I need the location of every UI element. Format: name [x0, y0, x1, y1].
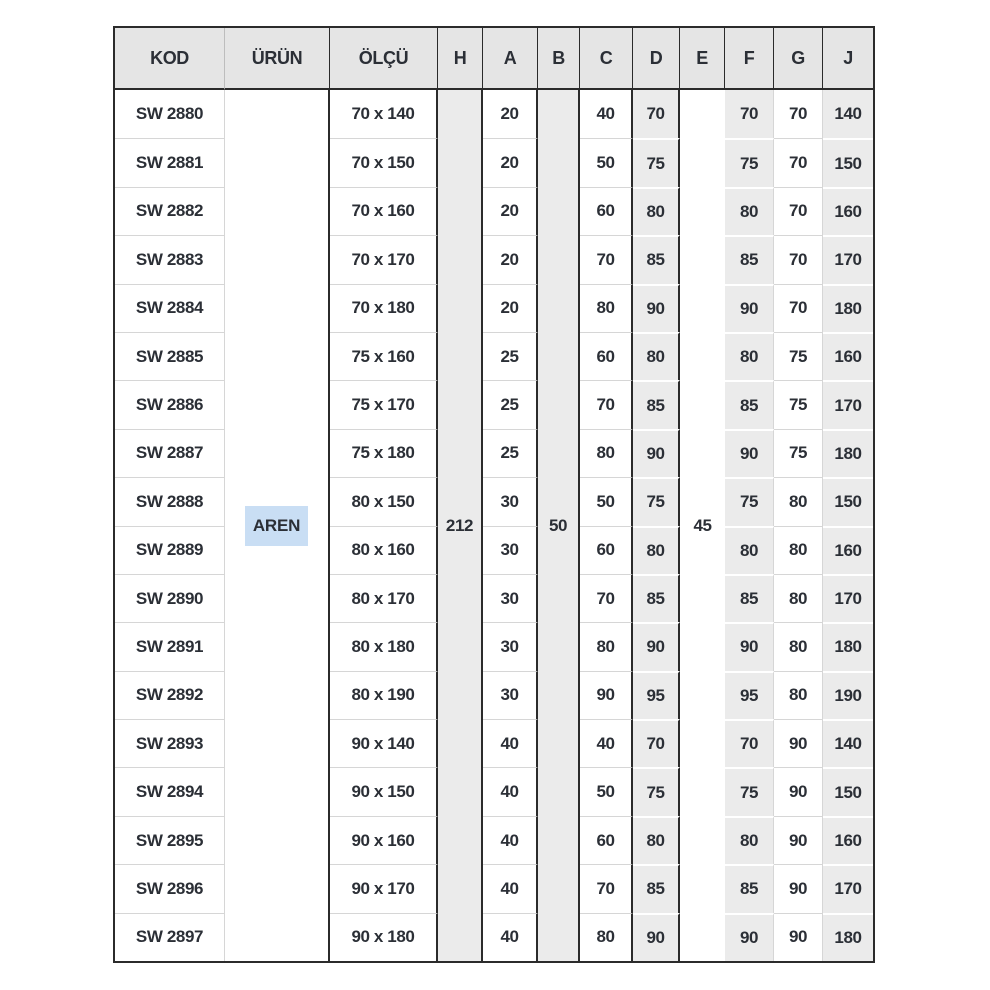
- cell-g: 90: [774, 719, 823, 767]
- cell-olcu: 70 x 150: [330, 138, 438, 186]
- cell-olcu: 90 x 180: [330, 913, 438, 961]
- cell-olcu: 70 x 160: [330, 187, 438, 235]
- cell-kod: SW 2881: [115, 138, 225, 186]
- merged-cell-b: 50: [538, 90, 580, 961]
- cell-d: 95: [633, 671, 680, 719]
- cell-c: 80: [580, 429, 633, 477]
- product-spec-table: [113, 26, 875, 963]
- cell-olcu: 75 x 170: [330, 380, 438, 428]
- cell-g: 90: [774, 864, 823, 912]
- cell-d: 75: [633, 767, 680, 815]
- cell-a: 30: [483, 622, 538, 670]
- cell-j: 160: [823, 526, 873, 574]
- cell-kod: SW 2887: [115, 429, 225, 477]
- cell-d: 70: [633, 90, 680, 138]
- aren-highlight: AREN: [245, 506, 308, 546]
- cell-g: 70: [774, 284, 823, 332]
- cell-a: 25: [483, 380, 538, 428]
- cell-g: 80: [774, 574, 823, 622]
- cell-g: 80: [774, 622, 823, 670]
- cell-j: 180: [823, 429, 873, 477]
- cell-a: 40: [483, 719, 538, 767]
- cell-c: 70: [580, 380, 633, 428]
- cell-g: 75: [774, 332, 823, 380]
- cell-f: 70: [725, 90, 774, 138]
- cell-j: 170: [823, 574, 873, 622]
- cell-j: 150: [823, 477, 873, 525]
- cell-j: 160: [823, 332, 873, 380]
- header-a: A: [483, 28, 538, 90]
- header-kod: KOD: [115, 28, 225, 90]
- cell-d: 70: [633, 719, 680, 767]
- cell-a: 20: [483, 138, 538, 186]
- cell-olcu: 80 x 160: [330, 526, 438, 574]
- cell-f: 80: [725, 332, 774, 380]
- cell-g: 80: [774, 671, 823, 719]
- cell-d: 75: [633, 138, 680, 186]
- header-c: C: [580, 28, 633, 90]
- cell-a: 30: [483, 477, 538, 525]
- cell-kod: SW 2888: [115, 477, 225, 525]
- cell-d: 75: [633, 477, 680, 525]
- cell-kod: SW 2893: [115, 719, 225, 767]
- cell-a: 30: [483, 671, 538, 719]
- cell-c: 40: [580, 719, 633, 767]
- cell-kod: SW 2897: [115, 913, 225, 961]
- cell-kod: SW 2895: [115, 816, 225, 864]
- cell-j: 150: [823, 138, 873, 186]
- cell-j: 180: [823, 284, 873, 332]
- cell-a: 25: [483, 332, 538, 380]
- cell-kod: SW 2886: [115, 380, 225, 428]
- cell-olcu: 80 x 180: [330, 622, 438, 670]
- cell-kod: SW 2883: [115, 235, 225, 283]
- cell-a: 20: [483, 235, 538, 283]
- cell-a: 25: [483, 429, 538, 477]
- cell-kod: SW 2885: [115, 332, 225, 380]
- cell-c: 80: [580, 622, 633, 670]
- cell-g: 70: [774, 138, 823, 186]
- cell-f: 75: [725, 138, 774, 186]
- cell-olcu: 90 x 170: [330, 864, 438, 912]
- cell-g: 90: [774, 913, 823, 961]
- cell-a: 40: [483, 913, 538, 961]
- cell-kod: SW 2894: [115, 767, 225, 815]
- cell-j: 170: [823, 235, 873, 283]
- cell-c: 50: [580, 138, 633, 186]
- cell-kod: SW 2891: [115, 622, 225, 670]
- cell-olcu: 80 x 190: [330, 671, 438, 719]
- merged-cell-h: 212: [438, 90, 483, 961]
- cell-c: 60: [580, 187, 633, 235]
- cell-j: 170: [823, 864, 873, 912]
- cell-f: 80: [725, 187, 774, 235]
- header-b: B: [538, 28, 580, 90]
- cell-g: 80: [774, 526, 823, 574]
- cell-f: 90: [725, 622, 774, 670]
- cell-f: 90: [725, 913, 774, 961]
- cell-c: 80: [580, 284, 633, 332]
- cell-kod: SW 2892: [115, 671, 225, 719]
- cell-a: 30: [483, 574, 538, 622]
- cell-olcu: 90 x 160: [330, 816, 438, 864]
- cell-kod: SW 2890: [115, 574, 225, 622]
- cell-f: 70: [725, 719, 774, 767]
- merged-cell-urun: [225, 90, 330, 961]
- cell-d: 90: [633, 429, 680, 477]
- cell-g: 70: [774, 90, 823, 138]
- cell-d: 85: [633, 574, 680, 622]
- header-olcu: ÖLÇÜ: [330, 28, 438, 90]
- cell-olcu: 80 x 150: [330, 477, 438, 525]
- cell-f: 75: [725, 767, 774, 815]
- cell-olcu: 90 x 140: [330, 719, 438, 767]
- header-e: E: [680, 28, 725, 90]
- cell-g: 70: [774, 235, 823, 283]
- cell-olcu: 75 x 160: [330, 332, 438, 380]
- cell-g: 90: [774, 816, 823, 864]
- cell-j: 190: [823, 671, 873, 719]
- cell-f: 90: [725, 429, 774, 477]
- cell-kod: SW 2889: [115, 526, 225, 574]
- header-g: G: [774, 28, 823, 90]
- cell-f: 80: [725, 816, 774, 864]
- cell-a: 40: [483, 767, 538, 815]
- cell-d: 90: [633, 284, 680, 332]
- cell-j: 160: [823, 816, 873, 864]
- cell-d: 80: [633, 816, 680, 864]
- header-f: F: [725, 28, 774, 90]
- cell-a: 20: [483, 90, 538, 138]
- cell-d: 85: [633, 235, 680, 283]
- cell-f: 90: [725, 284, 774, 332]
- cell-c: 70: [580, 864, 633, 912]
- cell-olcu: 80 x 170: [330, 574, 438, 622]
- cell-kod: SW 2882: [115, 187, 225, 235]
- merged-cell-e: 45: [693, 515, 712, 535]
- cell-f: 85: [725, 864, 774, 912]
- cell-g: 90: [774, 767, 823, 815]
- header-j: J: [823, 28, 873, 90]
- cell-a: 30: [483, 526, 538, 574]
- cell-j: 150: [823, 767, 873, 815]
- cell-f: 80: [725, 526, 774, 574]
- cell-c: 60: [580, 332, 633, 380]
- cell-olcu: 70 x 140: [330, 90, 438, 138]
- cell-c: 40: [580, 90, 633, 138]
- cell-f: 95: [725, 671, 774, 719]
- cell-kod: SW 2880: [115, 90, 225, 138]
- cell-d: 90: [633, 622, 680, 670]
- cell-kod: SW 2896: [115, 864, 225, 912]
- cell-d: 80: [633, 526, 680, 574]
- cell-kod: SW 2884: [115, 284, 225, 332]
- cell-c: 90: [580, 671, 633, 719]
- cell-d: 90: [633, 913, 680, 961]
- cell-a: 40: [483, 816, 538, 864]
- cell-f: 85: [725, 380, 774, 428]
- cell-c: 70: [580, 574, 633, 622]
- cell-j: 170: [823, 380, 873, 428]
- cell-c: 60: [580, 526, 633, 574]
- cell-olcu: 70 x 170: [330, 235, 438, 283]
- cell-j: 160: [823, 187, 873, 235]
- cell-c: 50: [580, 767, 633, 815]
- cell-c: 70: [580, 235, 633, 283]
- cell-olcu: 70 x 180: [330, 284, 438, 332]
- cell-j: 180: [823, 913, 873, 961]
- cell-a: 20: [483, 187, 538, 235]
- cell-j: 140: [823, 90, 873, 138]
- cell-g: 75: [774, 429, 823, 477]
- header-urun: ÜRÜN: [225, 28, 330, 90]
- header-d: D: [633, 28, 680, 90]
- cell-olcu: 90 x 150: [330, 767, 438, 815]
- cell-g: 75: [774, 380, 823, 428]
- header-h: H: [438, 28, 483, 90]
- cell-olcu: 75 x 180: [330, 429, 438, 477]
- cell-f: 75: [725, 477, 774, 525]
- cell-c: 60: [580, 816, 633, 864]
- cell-d: 80: [633, 332, 680, 380]
- cell-j: 180: [823, 622, 873, 670]
- cell-c: 80: [580, 913, 633, 961]
- cell-f: 85: [725, 574, 774, 622]
- cell-c: 50: [580, 477, 633, 525]
- cell-g: 80: [774, 477, 823, 525]
- cell-d: 85: [633, 864, 680, 912]
- cell-f: 85: [725, 235, 774, 283]
- cell-j: 140: [823, 719, 873, 767]
- cell-a: 40: [483, 864, 538, 912]
- cell-g: 70: [774, 187, 823, 235]
- cell-d: 80: [633, 187, 680, 235]
- cell-d: 85: [633, 380, 680, 428]
- cell-a: 20: [483, 284, 538, 332]
